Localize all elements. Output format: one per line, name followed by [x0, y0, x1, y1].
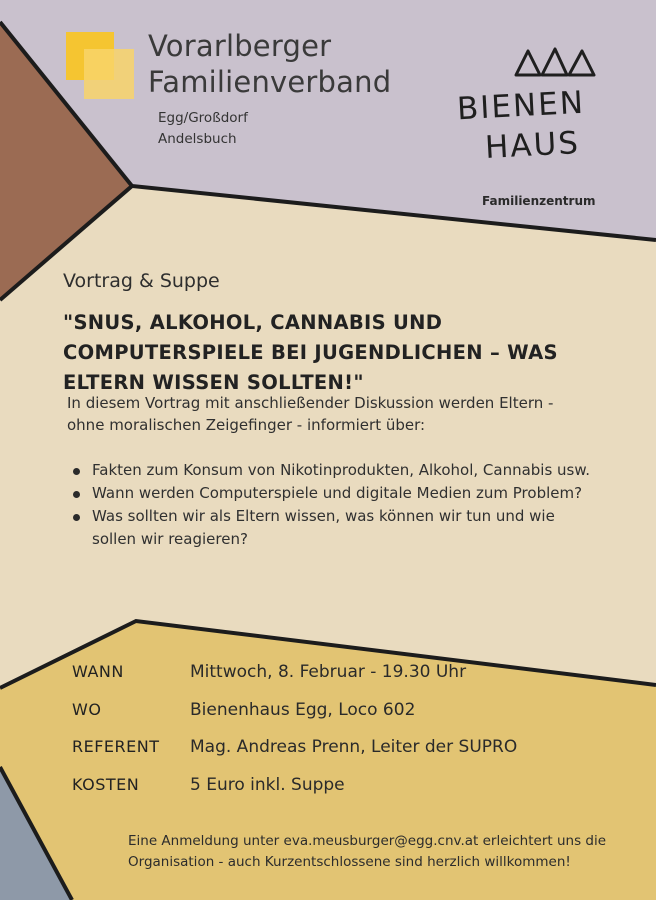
topic-list	[72, 459, 592, 551]
event-details	[72, 662, 632, 812]
speaker-label: REFERENT	[72, 737, 160, 756]
topic-item: Wann werden Computerspiele und digitale Medien zum Problem?	[72, 482, 592, 505]
detail-row-cost	[72, 775, 632, 813]
when-value: Mittwoch, 8. Februar - 19.30 Uhr	[190, 662, 467, 682]
registration-note: Eine Anmeldung unter eva.meusburger@egg.cnv.at erleichtert uns die Organisation - auch Kurzentschlossene sind herzlich willkommen!	[128, 833, 607, 870]
organization-name	[148, 28, 391, 100]
cost-value: 5 Euro inkl. Suppe	[190, 774, 345, 795]
organization-location	[158, 108, 248, 150]
detail-row-where	[72, 700, 632, 738]
organization-name-line2: Familienverband	[148, 65, 392, 99]
organization-location-line2: Andelsbuch	[158, 131, 237, 147]
where-label: WO	[72, 699, 102, 719]
when-label: WANN	[72, 662, 124, 681]
topic-item: Was sollten wir als Eltern wissen, was können wir tun und wie sollen wir reagieren?	[72, 505, 592, 551]
logo-square-front	[84, 49, 134, 99]
where-value: Bienenhaus Egg, Loco 602	[190, 699, 416, 720]
bienenhaus-title-line1: BIENEN	[456, 84, 586, 128]
crown-triangles-icon	[512, 44, 598, 80]
event-intro: In diesem Vortrag mit anschließender Diskussion werden Eltern - ohne moralischen Zeigefinger - informiert über:	[67, 394, 554, 434]
bienenhaus-title-line2: HAUS	[484, 125, 581, 166]
organization-name-line1: Vorarlberger	[148, 29, 332, 63]
detail-row-speaker	[72, 737, 632, 775]
bienenhaus-subtitle: Familienzentrum	[482, 194, 596, 208]
organization-location-line1: Egg/Großdorf	[158, 110, 248, 126]
speaker-value: Mag. Andreas Prenn, Leiter der SUPRO	[190, 737, 518, 757]
cost-label: KOSTEN	[72, 774, 140, 794]
detail-row-when	[72, 662, 632, 700]
topic-item: Fakten zum Konsum von Nikotinprodukten, Alkohol, Cannabis usw.	[72, 459, 592, 482]
bienenhaus-title	[456, 83, 588, 170]
event-title: "SNUS, ALKOHOL, CANNABIS UND COMPUTERSPIELE BEI JUGENDLICHEN – WAS ELTERN WISSEN SOLLTEN!"	[63, 311, 558, 394]
event-kicker: Vortrag & Suppe	[63, 270, 220, 292]
